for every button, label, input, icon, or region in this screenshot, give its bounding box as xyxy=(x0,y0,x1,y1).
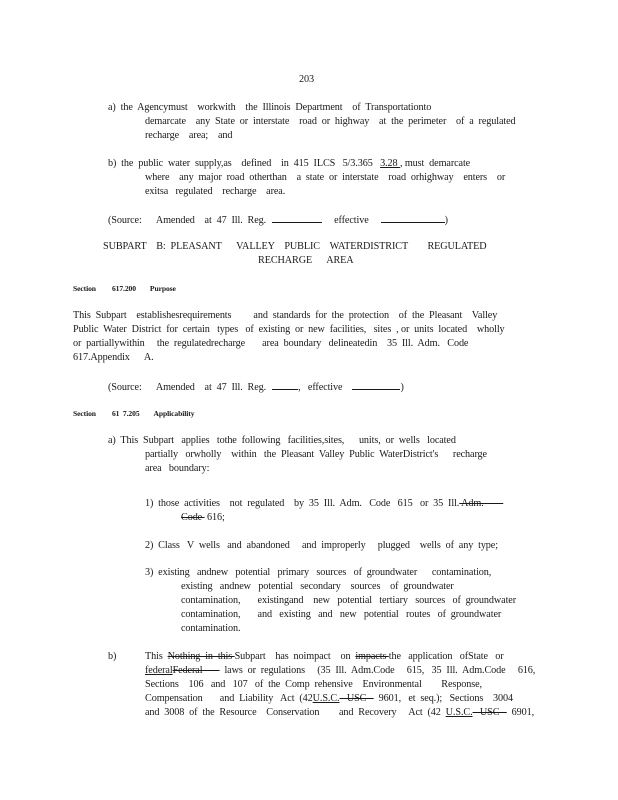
item-2: 2) Class V wells and abandoned and improperly plugged wells of any type; xyxy=(145,540,498,551)
applicability-a-line-2: partially orwholly within the Pleasant Valley Public WaterDistrict's recharge xyxy=(145,449,487,460)
item-1-line-1 xyxy=(145,498,503,510)
item-1-text-end: 616; xyxy=(204,512,225,523)
reg-blank xyxy=(272,380,298,390)
deleted-text: impacts xyxy=(355,651,389,662)
section-205-heading xyxy=(73,408,194,420)
applicability-b-line-5 xyxy=(145,707,534,719)
inserted-text: U.S.C. xyxy=(312,693,340,704)
para-a-line-1: a) the Agencymust workwith the Illinois Department of Transportationto xyxy=(108,102,432,113)
item-3-line-5: contamination. xyxy=(181,623,241,634)
text: laws or regulations (35 Ill. Adm.Code 615, 35 Ill. Adm.Code 616, xyxy=(219,665,536,676)
section-200-heading xyxy=(73,283,176,295)
text: Subpart has noimpact on xyxy=(234,651,356,662)
subpart-heading-line-2: RECHARGE AREA xyxy=(258,255,354,266)
applicability-b-label: b) xyxy=(108,651,117,662)
text: This xyxy=(145,651,168,662)
section-number: 617.200 xyxy=(111,284,136,293)
reg-blank xyxy=(272,213,322,223)
text: and 3008 of the Resource Conservation and Recovery Act (42 xyxy=(145,707,446,718)
item-1-line-2 xyxy=(181,512,225,524)
deleted-text: Code xyxy=(181,512,205,523)
source-note-1-text: (Source: Amended at 47 Ill. Reg. xyxy=(108,215,267,226)
text: 6901, xyxy=(506,707,535,718)
para-a-line-3: recharge area; and xyxy=(145,130,233,141)
effective-blank xyxy=(352,380,400,390)
purpose-line-1: This Subpart establishesrequirements and standards for the protection of the Pleasant Valley xyxy=(73,310,498,321)
applicability-b-line-3: Sections 106 and 107 of the Comp rehensive Environmental Response, xyxy=(145,679,482,690)
item-3-line-3: contamination, existingand new potential tertiary sources of groundwater xyxy=(181,595,517,606)
para-b-line-1 xyxy=(108,158,470,170)
inserted-text: U.S.C. xyxy=(445,707,473,718)
page-number: 203 xyxy=(299,74,314,85)
section-title: Purpose xyxy=(149,284,176,293)
inserted-citation: 3.28 xyxy=(380,158,400,169)
text: the application ofState or xyxy=(388,651,504,662)
deleted-text: USC xyxy=(472,707,507,718)
deleted-text: Federal xyxy=(172,665,220,676)
applicability-a-line-3: area boundary: xyxy=(145,463,210,474)
effective-label: , effective xyxy=(298,382,343,393)
inserted-text: federal xyxy=(145,665,173,676)
deleted-text: Adm. xyxy=(459,498,504,509)
source-note-1 xyxy=(108,213,448,227)
purpose-line-4: 617.Appendix A. xyxy=(73,352,154,363)
applicability-a-line-1: a) This Subpart applies tothe following facilities,sites, units, or wells located xyxy=(108,435,456,446)
text: Compensation and Liability Act (42 xyxy=(145,693,313,704)
para-a-line-2: demarcate any State or interstate road or highway at the perimeter of a regulated xyxy=(145,116,516,127)
section-title: Applicability xyxy=(153,409,195,418)
item-3-line-4: contamination, and existing and new potential routes of groundwater xyxy=(181,609,502,620)
item-3-line-1: 3) existing andnew potential primary sources of groundwater contamination, xyxy=(145,567,492,578)
para-b-text-end: , must demarcate xyxy=(399,158,471,169)
effective-label: effective xyxy=(334,215,369,226)
applicability-b-line-4 xyxy=(145,693,513,705)
para-b-line-3: exitsa regulated recharge area. xyxy=(145,186,286,197)
deleted-text: Nothing in this xyxy=(167,651,235,662)
source-note-1-close: ) xyxy=(444,215,448,226)
purpose-line-2: Public Water District for certain types of existing or new facilities, sites , or units located wholly xyxy=(73,324,505,335)
effective-blank xyxy=(381,213,445,223)
para-b-text: b) the public water supply,as defined in 415 ILCS 5/3.365 xyxy=(108,158,381,169)
subpart-heading-line-1: SUBPART B: PLEASANT VALLEY PUBLIC WATERDISTRICT REGULATED xyxy=(103,241,487,252)
section-label: Section xyxy=(73,409,96,418)
para-b-line-2: where any major road otherthan a state or interstate road orhighway enters or xyxy=(145,172,506,183)
section-number: 61 7.205 xyxy=(111,409,140,418)
section-label: Section xyxy=(73,284,96,293)
purpose-line-3: or partiallywithin the regulatedrecharge area boundary delineatedin 35 Ill. Adm. Code xyxy=(73,338,469,349)
deleted-text: USC xyxy=(339,693,374,704)
item-3-line-2: existing andnew potential secondary sources of groundwater xyxy=(181,581,454,592)
item-1-text: 1) those activities not regulated by 35 Ill. Adm. Code 615 or 35 Ill. xyxy=(145,498,460,509)
applicability-b-line-1 xyxy=(145,651,504,663)
source-note-2 xyxy=(108,380,404,394)
text: 9601, et seq.); Sections 3004 xyxy=(373,693,513,704)
source-note-2-close: ) xyxy=(400,382,404,393)
applicability-b-line-2 xyxy=(145,665,535,677)
source-note-2-text: (Source: Amended at 47 Ill. Reg. xyxy=(108,382,267,393)
